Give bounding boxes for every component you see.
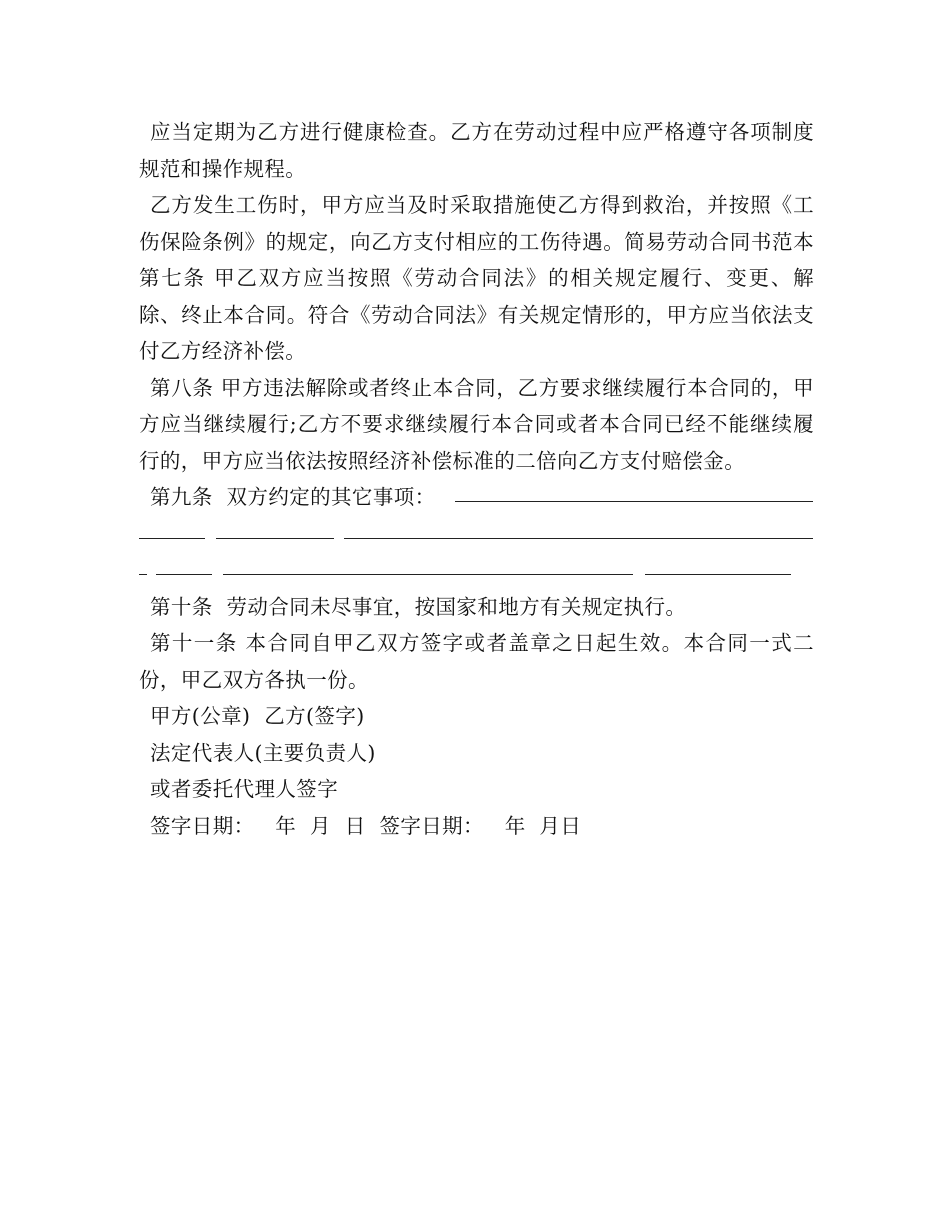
article-9-row (139, 479, 814, 516)
blank-lines-row-1 (139, 516, 814, 553)
authorized-agent: 或者委托代理人签字 (150, 777, 339, 801)
paragraph-work-injury-article-7: 乙方发生工伤时，甲方应当及时采取措施使乙方得到救治，并按照《工伤保险条例》的规定，向乙方支付相应的工伤待遇。简易劳动合同书范本第七条 甲乙双方应当按照《劳动合同法》的相关规定履行、变更、解除、终止本合同。符合《劳动合同法》有关规定情形的，甲方应当依法支付乙方经济补偿。 (139, 193, 814, 363)
signature-dates: 签字日期： 年 月 日 签字日期： 年 月日 (150, 813, 582, 838)
fill-in-blank (139, 537, 205, 539)
article-10: 第十条 劳动合同未尽事宜，按国家和地方有关规定执行。 (150, 594, 687, 619)
article-9-label: 第九条 双方约定的其它事项： (150, 485, 436, 509)
blank-lines-row-2 (139, 552, 814, 589)
legal-representative: 法定代表人(主要负责人) (150, 740, 376, 765)
fill-in-blank (455, 500, 813, 502)
fill-in-blank (139, 573, 147, 575)
paragraph-health-check: 应当定期为乙方进行健康检查。乙方在劳动过程中应严格遵守各项制度规范和操作规程。 (139, 120, 814, 181)
article-11: 第十一条 本合同自甲乙双方签字或者盖章之日起生效。本合同一式二份，甲乙双方各执一份。 (139, 631, 814, 692)
fill-in-blank (216, 537, 334, 539)
fill-in-blank (645, 573, 791, 575)
fill-in-blank (156, 573, 212, 575)
document-body (139, 114, 814, 844)
signature-parties: 甲方(公章) 乙方(签字) (150, 704, 365, 728)
fill-in-blank (344, 537, 813, 539)
paragraph-article-8: 第八条 甲方违法解除或者终止本合同，乙方要求继续履行本合同的，甲方应当继续履行;乙方不要求继续履行本合同或者本合同已经不能继续履行的，甲方应当依法按照经济补偿标准的二倍向乙方支付赔偿金。 (139, 375, 814, 473)
fill-in-blank (223, 573, 633, 575)
